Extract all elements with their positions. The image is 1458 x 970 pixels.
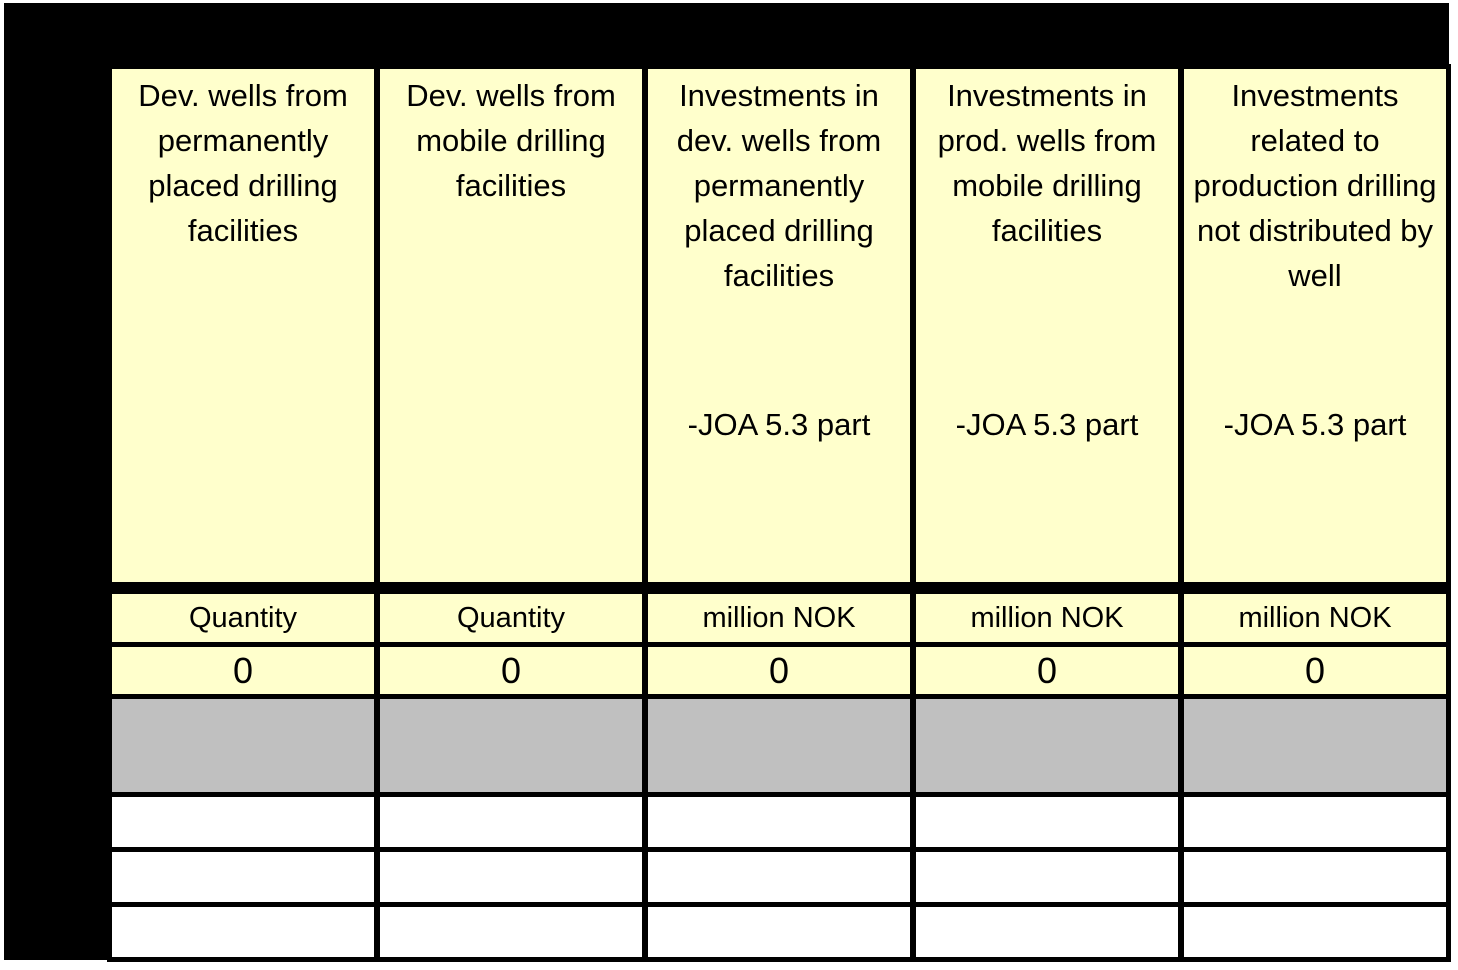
entry-cell[interactable]: [1184, 797, 1446, 847]
column-header-label: Investments related to production drilling not distributed by well: [1193, 78, 1437, 293]
entry-cell[interactable]: [916, 852, 1178, 902]
header-cell-investments-prod-wells-mobile: [916, 69, 1178, 589]
locked-row-cell: [380, 699, 642, 792]
unit-cell: million NOK: [916, 594, 1178, 642]
value-cell[interactable]: 0: [916, 647, 1178, 694]
entry-cell[interactable]: [1184, 852, 1446, 902]
column-header-label: Investments in prod. wells from mobile drilling facilities: [937, 78, 1157, 248]
header-cell-investments-not-distributed: [1184, 69, 1446, 589]
column-header-label: Dev. wells from permanently placed drilling facilities: [138, 78, 348, 248]
entry-cell[interactable]: [112, 797, 374, 847]
entry-cell[interactable]: [648, 907, 910, 957]
entry-cell[interactable]: [648, 797, 910, 847]
entry-cell[interactable]: [380, 797, 642, 847]
entry-cell[interactable]: [916, 907, 1178, 957]
unit-cell: Quantity: [380, 594, 642, 642]
header-cell-investments-dev-wells-permanent: [648, 69, 910, 589]
column-header-label: Investments in dev. wells from permanently placed drilling facilities: [676, 78, 882, 293]
entry-cell[interactable]: [112, 852, 374, 902]
entry-cell[interactable]: [648, 852, 910, 902]
locked-row-cell: [112, 699, 374, 792]
joa-part-label: -JOA 5.3 part: [955, 407, 1139, 442]
entry-cell[interactable]: [916, 797, 1178, 847]
locked-row-cell: [648, 699, 910, 792]
unit-cell: million NOK: [648, 594, 910, 642]
black-backdrop: [4, 3, 1449, 960]
unit-cell: million NOK: [1184, 594, 1446, 642]
header-cell-dev-wells-permanent: [112, 69, 374, 589]
entry-cell[interactable]: [380, 852, 642, 902]
entry-cell[interactable]: [112, 907, 374, 957]
value-cell[interactable]: 0: [112, 647, 374, 694]
joa-part-label: -JOA 5.3 part: [1223, 407, 1407, 442]
locked-row-cell: [916, 699, 1178, 792]
value-cell[interactable]: 0: [380, 647, 642, 694]
value-cell[interactable]: 0: [648, 647, 910, 694]
unit-cell: Quantity: [112, 594, 374, 642]
joa-part-label: -JOA 5.3 part: [687, 407, 871, 442]
investments-form-table: [107, 64, 1451, 962]
entry-cell[interactable]: [1184, 907, 1446, 957]
value-cell[interactable]: 0: [1184, 647, 1446, 694]
entry-cell[interactable]: [380, 907, 642, 957]
header-cell-dev-wells-mobile: [380, 69, 642, 589]
column-header-label: Dev. wells from mobile drilling facilities: [406, 78, 616, 203]
locked-row-cell: [1184, 699, 1446, 792]
